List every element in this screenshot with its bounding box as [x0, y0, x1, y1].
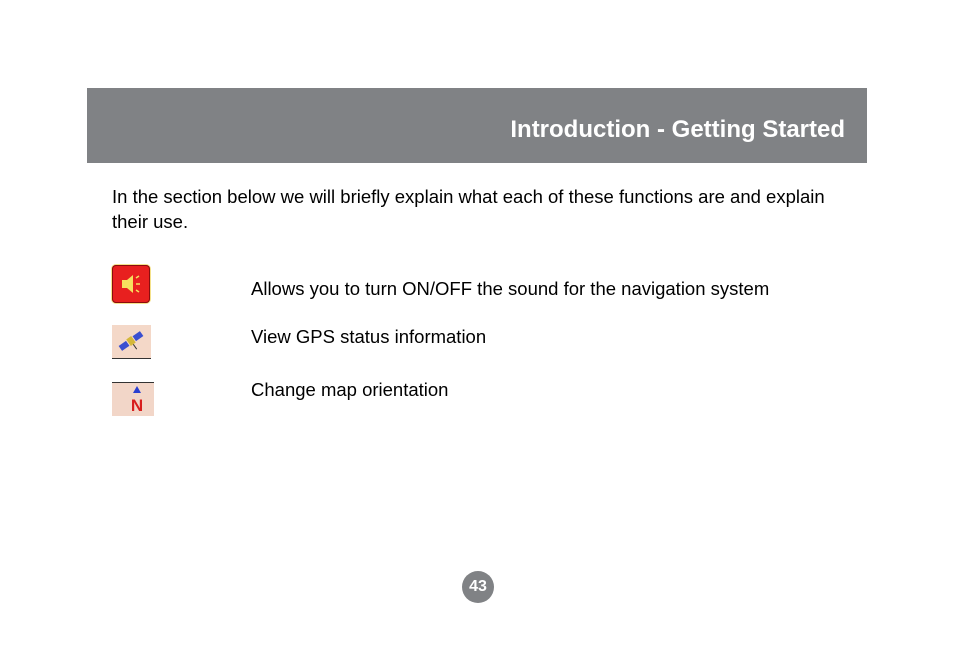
svg-text:N: N — [130, 396, 144, 415]
intro-paragraph: In the section below we will briefly explain what each of these functions are and explain their use. — [112, 186, 825, 232]
header-band — [87, 88, 867, 163]
page-title: Introduction - Getting Started — [510, 116, 845, 143]
function-description: Change map orientation — [251, 379, 449, 400]
function-description: View GPS status information — [251, 326, 487, 347]
page-number-badge: 43 — [462, 571, 494, 603]
speaker-sound-icon[interactable] — [112, 265, 150, 303]
north-compass-icon[interactable] — [112, 382, 154, 416]
function-description: Allows you to turn ON/OFF the sound for the navigation system — [251, 278, 770, 299]
gps-satellite-icon[interactable] — [112, 325, 151, 359]
